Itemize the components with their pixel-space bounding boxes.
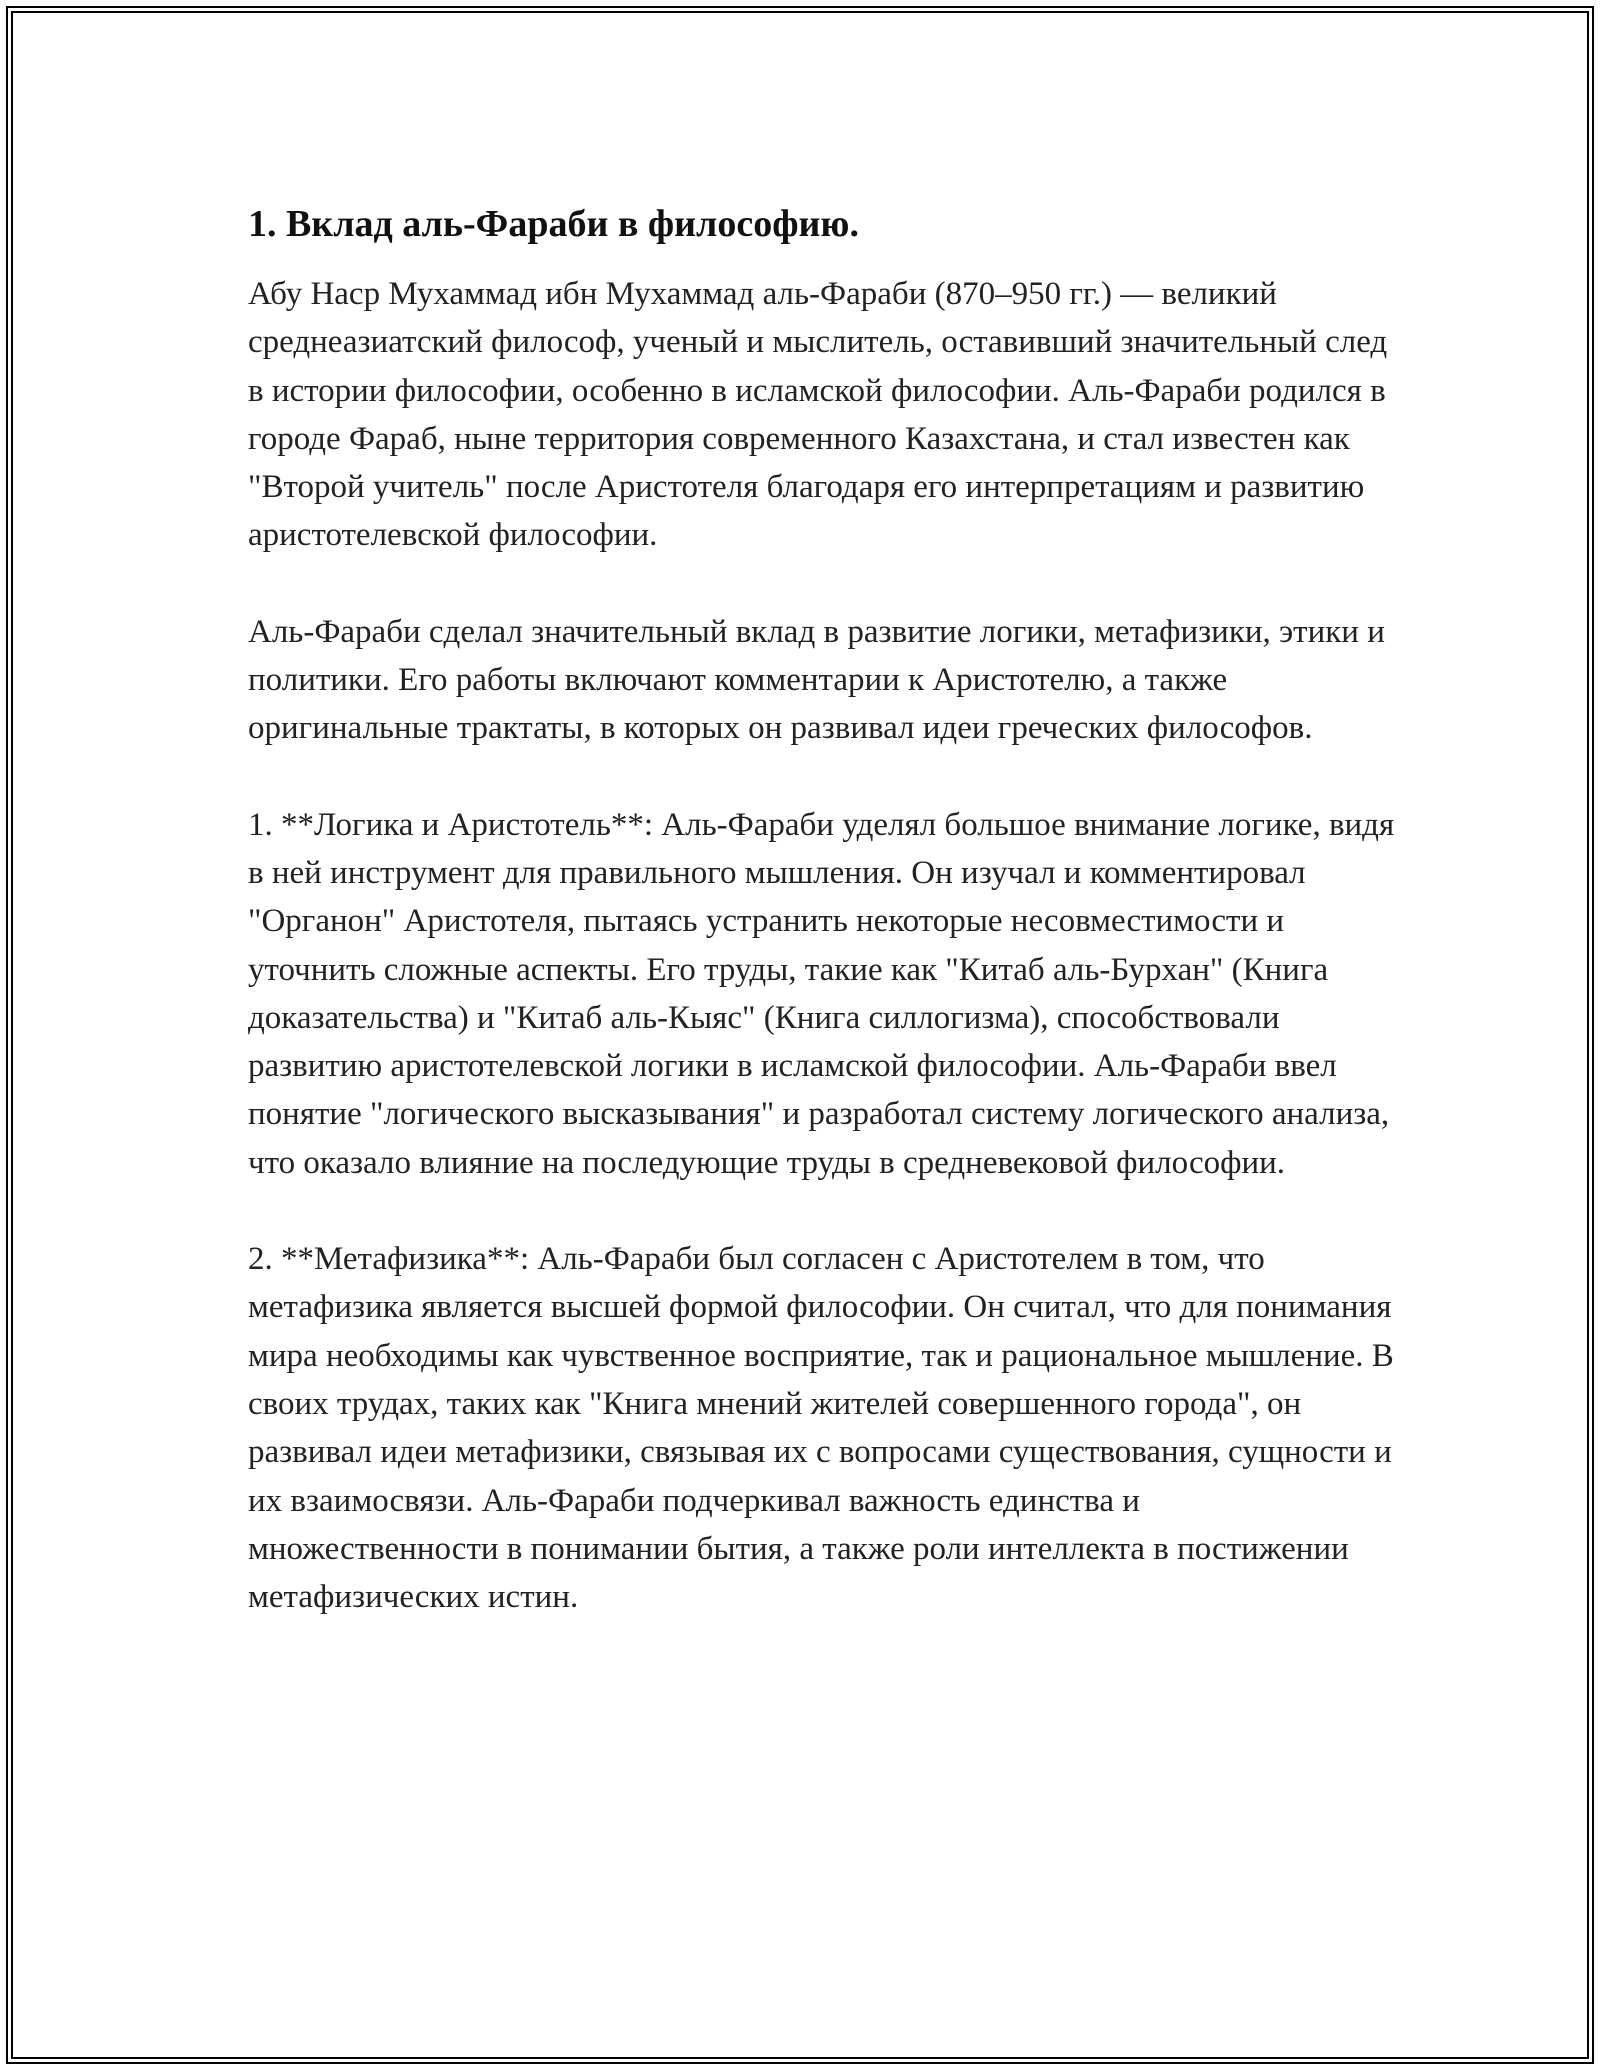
intro-paragraph: Абу Наср Мухаммад ибн Мухаммад аль-Фараби (870–950 гг.) — великий среднеазиатский философ, ученый и мыслитель, оставивший значительный след в истории философии, особенно в исламской философии. Аль-Фараби родился в городе Фараб, ныне территория современного Казахстана, и стал известен как "Второй учитель" после Аристотеля благодаря его интерпретациям и развитию аристотелевской философии.: [248, 276, 1388, 554]
document-body: [248, 198, 1398, 1669]
section-heading: 1. Вклад аль-Фараби в философию.: [248, 203, 859, 245]
logic-paragraph: 1. **Логика и Аристотель**: Аль-Фараби уделял большое внимание логике, видя в ней инструмент для правильного мышления. Он изучал и комментировал "Органон" Аристотеля, пытаясь устранить некоторые несовместимости и уточнить сложные аспекты. Его труды, такие как "Китаб аль-Бурхан" (Книга доказательства) и "Китаб аль-Кыяс" (Книга силлогизма), способствовали развитию аристотелевской логики в исламской философии. Аль-Фараби ввел понятие "логического высказывания" и разработал систему логического анализа, что оказало влияние на последующие труды в средневековой философии.: [248, 806, 1395, 1181]
metaphysics-paragraph: 2. **Метафизика**: Аль-Фараби был согласен с Аристотелем в том, что метафизика является высшей формой философии. Он считал, что для понимания мира необходимы как чувственное восприятие, так и рациональное мышление. В своих трудах, таких как "Книга мнений жителей совершенного города", он развивал идеи метафизики, связывая их с вопросами существования, сущности и их взаимосвязи. Аль-Фараби подчеркивал важность единства и множественности в понимании бытия, а также роли интеллекта в постижении метафизических истин.: [248, 1241, 1394, 1616]
page-border: [6, 6, 1594, 2064]
contribution-paragraph: Аль-Фараби сделал значительный вклад в развитие логики, метафизики, этики и политики. Его работы включают комментарии к Аристотелю, а также оригинальные трактаты, в которых он развивал идеи греческих философов.: [248, 613, 1385, 747]
